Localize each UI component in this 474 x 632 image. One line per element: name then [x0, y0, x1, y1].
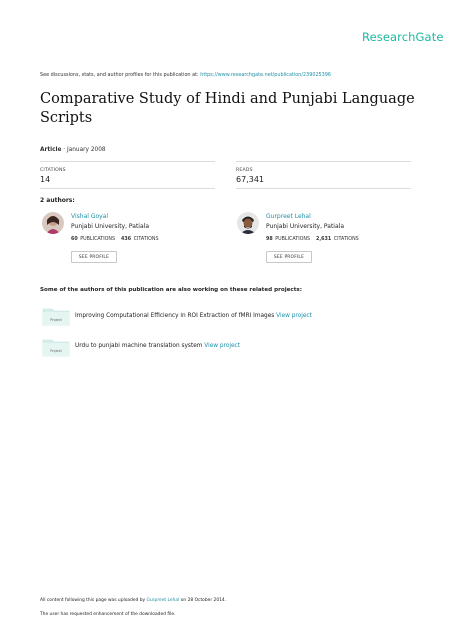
- publication-date: · January 2008: [61, 147, 106, 153]
- researchgate-logo[interactable]: ResearchGate: [362, 30, 444, 44]
- author-citations-count: 436: [121, 237, 132, 242]
- author-avatar[interactable]: [42, 212, 64, 234]
- see-profile-button[interactable]: SEE PROFILE: [266, 251, 312, 263]
- reads-label: READS: [236, 168, 253, 173]
- project-icon-label: Project: [50, 349, 62, 353]
- see-profile-button[interactable]: SEE PROFILE: [71, 251, 117, 263]
- author-stats: [71, 237, 159, 242]
- author-photo-icon: [237, 212, 259, 234]
- publication-url-link[interactable]: https://www.researchgate.net/publication/239025396: [200, 72, 331, 78]
- author-avatar[interactable]: [237, 212, 259, 234]
- reads-value: 67,341: [236, 175, 264, 184]
- project-title: Urdu to punjabi machine translation system: [75, 343, 203, 349]
- project-folder-icon[interactable]: [42, 337, 70, 357]
- view-project-link[interactable]: View project: [276, 313, 312, 319]
- author-publications-label: PUBLICATIONS: [275, 237, 311, 242]
- author-citations-label: CITATIONS: [333, 237, 359, 242]
- discussion-line: [40, 72, 440, 78]
- discussion-prefix: See discussions, stats, and author profiles for this publication at:: [40, 72, 199, 78]
- related-projects-heading: Some of the authors of this publication are also working on these related projects:: [40, 287, 302, 293]
- author-affiliation: Punjabi University, Patiala: [71, 223, 149, 230]
- upload-note-prefix: All content following this page was uploaded by: [40, 598, 146, 603]
- citations-label: CITATIONS: [40, 168, 66, 173]
- project-icon-label: Project: [50, 318, 62, 322]
- divider: [236, 188, 411, 189]
- citations-value: 14: [40, 175, 51, 184]
- upload-note-suffix: on 28 October 2014.: [180, 598, 227, 603]
- divider: [236, 161, 411, 162]
- project-title: Improving Computational Efficiency in ROI Extraction of fMRI Images: [75, 313, 275, 319]
- publication-title: Comparative Study of Hindi and Punjabi Language Scripts: [40, 91, 415, 126]
- enhancement-note: The user has requested enhancement of the downloaded file.: [40, 612, 176, 617]
- project-folder-icon[interactable]: [42, 306, 70, 326]
- publication-type: Article: [40, 147, 62, 153]
- author-name-link[interactable]: Gurpreet Lehal: [266, 213, 311, 220]
- author-publications-count: 60: [71, 237, 78, 242]
- authors-heading: 2 authors:: [40, 197, 75, 204]
- author-photo-icon: [42, 212, 64, 234]
- author-publications-count: 98: [266, 237, 273, 242]
- uploader-link[interactable]: Gurpreet Lehal: [146, 598, 180, 603]
- project-icon: [42, 337, 70, 357]
- divider: [40, 161, 215, 162]
- author-citations-count: 2,631: [316, 237, 332, 242]
- publication-meta: [40, 147, 106, 153]
- author-citations-label: CITATIONS: [133, 237, 159, 242]
- author-publications-label: PUBLICATIONS: [80, 237, 116, 242]
- upload-note: [40, 598, 226, 603]
- project-item: [75, 343, 240, 349]
- author-name-link[interactable]: Vishal Goyal: [71, 213, 109, 220]
- author-affiliation: Punjabi University, Patiala: [266, 223, 344, 230]
- project-icon: [42, 306, 70, 326]
- view-project-link[interactable]: View project: [204, 343, 240, 349]
- author-stats: [266, 237, 359, 242]
- project-item: [75, 313, 312, 319]
- divider: [40, 188, 215, 189]
